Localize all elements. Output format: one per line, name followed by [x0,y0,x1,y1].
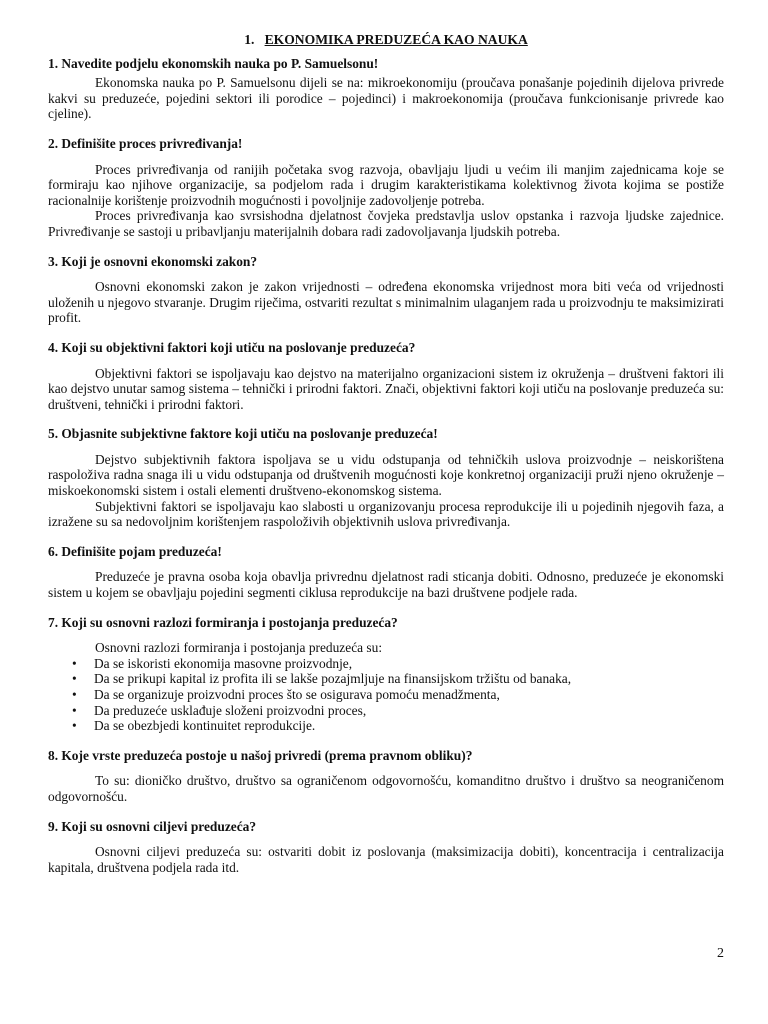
answer-paragraph: To su: dioničko društvo, društvo sa ograničenom odgovornošću, komanditno društvo i društvo sa neograničenom odgovornošću. [48,773,724,804]
section-5 [48,426,724,530]
page-number: 2 [717,946,724,961]
question-3: 3. Koji je osnovni ekonomski zakon? [48,253,258,269]
answer-paragraph: Preduzeće je pravna osoba koja obavlja privrednu djelatnost radi sticanja dobiti. Odnosno, preduzeće je ekonomski sistem u kojem se obavljaju pojedini segmenti ciklusa reprodukcije na bazi društvene podjele rada. [48,569,724,601]
section-9 [48,819,724,876]
section-1 [48,56,724,122]
section-6 [48,544,724,601]
question-6: 6. Definišite pojam preduzeća! [48,543,222,559]
question-8: 8. Koje vrste preduzeća postoje u našoj privredi (prema pravnom obliku)? [48,747,473,763]
section-4 [48,340,724,412]
chapter-number: 1. [244,32,255,47]
answer-paragraph: Dejstvo subjektivnih faktora ispoljava se u vidu odstupanja od tehničkih uslova proizvodnje – neiskorištena raspoloživa radna snaga ili u vidu odstupanja od društvenih mogućnosti koje konkretnoj organizaciji pruži njeno okruženje – miskoekonomski sistem i ostali elementi društveno-ekonomskog sistema. [48,451,724,499]
answer-paragraph: Objektivni faktori se ispoljavaju kao dejstvo na materijalno organizacioni sistem iz okruženja – društveni faktori ili kao dejstvo unutar samog sistema – tehnički i prirodni faktori. Znači, objektivni faktori koji utiču na poslovanje preduzeća su: društveni, tehnički i prirodni faktori. [48,365,724,412]
section-3 [48,254,724,326]
question-5: 5. Objasnite subjektivne faktore koji utiču na poslovanje preduzeća! [48,426,438,442]
list-item: • Da se iskoristi ekonomija masovne proizvodnje, [48,656,724,672]
chapter-heading [48,32,724,48]
answer-paragraph: Ekonomska nauka po P. Samuelsonu dijeli se na: mikroekonomiju (proučava ponašanje pojedinih dijelova privrede kakvi su preduzeće, pojedini sektori ili porodice – pojedinci) i makroekonomija (proučava funkcionisanje privrede kao cjeline). [48,75,724,122]
answer-paragraph: Proces privređivanja kao svrsishodna djelatnost čovjeka predstavlja uslov opstanka i razvoja ljudske zajednice. Privređivanje se sastoji u pribavljanju materijalnih dobara radi zadovoljavanja ljudskih potreba. [48,208,724,239]
reasons-list [48,656,724,734]
list-item: • Da preduzeće usklađuje složeni proizvodni proces, [48,703,724,719]
section-2 [48,136,724,240]
answer-paragraph: Proces privređivanja od ranijih početaka svog razvoja, obavljaju ljudi u većim ili manjim zajednicama koje se formiraju kao njihove organizacije, sa podjelom rada i drugim karakteristikama kolektivnog života kojima se postiže racionalnije korištenje proizvodnih mogućnosti i povoljnije zadovoljenje potreba. [48,161,724,208]
list-item: • Da se organizuje proizvodni proces što se osigurava pomoću menadžmenta, [48,687,724,703]
question-9: 9. Koji su osnovni ciljevi preduzeća? [48,818,257,834]
list-item: • Da se prikupi kapital iz profita ili se lakše pozajmljuje na finansijskom tržištu od banaka, [48,671,724,687]
section-7 [48,615,724,734]
section-8 [48,748,724,805]
answer-paragraph: Subjektivni faktori se ispoljavaju kao slabosti u organizovanju procesa reprodukcije ili u pojedinih njegovih faza, a izražene su sa nedovoljnim korištenjem raspoloživih objektivnih uslova privređivanja. [48,498,724,530]
question-7: 7. Koji su osnovni razlozi formiranja i postojanja preduzeća? [48,614,398,630]
question-1: 1. Navedite podjelu ekonomskih nauka po P. Samuelsonu! [48,55,379,71]
question-4: 4. Koji su objektivni faktori koji utiču na poslovanje preduzeća? [48,339,416,355]
answer-paragraph: Osnovni ciljevi preduzeća su: ostvariti dobit iz poslovanja (maksimizacija dobiti), koncentracija i centralizacija kapitala, društvena podjela rada itd. [48,844,724,875]
list-intro: Osnovni razlozi formiranja i postojanja preduzeća su: [95,640,383,656]
chapter-title: EKONOMIKA PREDUZEĆA KAO NAUKA [264,32,528,47]
question-2: 2. Definišite proces privređivanja! [48,135,243,151]
list-item: • Da se obezbjedi kontinuitet reprodukcije. [48,718,724,734]
document-page [48,32,724,889]
answer-paragraph: Osnovni ekonomski zakon je zakon vrijednosti – određena ekonomska vrijednost mora biti veća od vrijednosti uloženih u njegovo stvaranje. Drugim riječima, ostvariti rezultat s minimalnim ulaganjem rada u proizvodnju te maksimizirati profit. [48,279,724,326]
